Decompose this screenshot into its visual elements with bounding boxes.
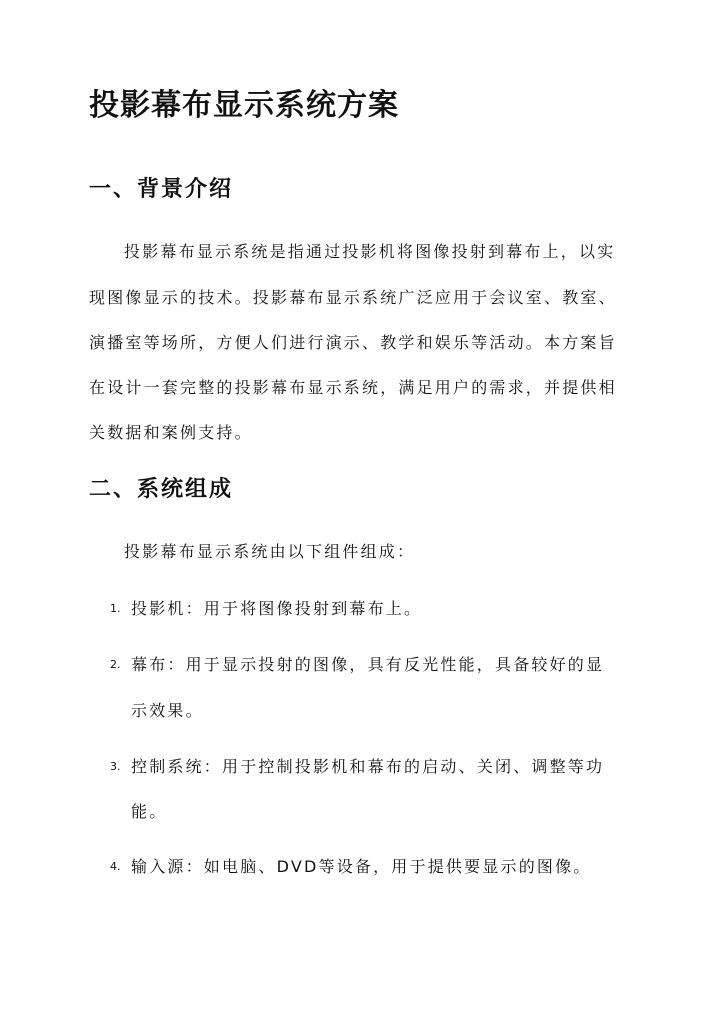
list-item-number: 2. <box>110 658 121 671</box>
section-heading-components: 二、系统组成 <box>89 476 234 502</box>
list-item-text: 幕布：用于显示投射的图像，具有反光性能，具备较好的显 <box>131 655 605 674</box>
list-item-number: 3. <box>110 760 121 773</box>
paragraph-line: 在设计一套完整的投影幕布显示系统，满足用户的需求，并提供相 <box>89 378 617 397</box>
list-item-text-continued: 能。 <box>131 802 168 821</box>
list-item-text-continued: 示效果。 <box>131 701 204 720</box>
section-heading-background: 一、背景介绍 <box>89 176 234 202</box>
list-item-number: 4. <box>110 860 121 873</box>
components-intro: 投影幕布显示系统由以下组件组成： <box>124 542 416 561</box>
document-title: 投影幕布显示系统方案 <box>89 88 399 123</box>
paragraph-line: 演播室等场所，方便人们进行演示、教学和娱乐等活动。本方案旨 <box>89 333 617 352</box>
list-item-text: 投影机：用于将图像投射到幕布上。 <box>131 599 423 618</box>
paragraph-line: 现图像显示的技术。投影幕布显示系统广泛应用于会议室、教室、 <box>89 288 617 307</box>
list-item-text: 控制系统：用于控制投影机和幕布的启动、关闭、调整等功 <box>131 757 605 776</box>
paragraph-line: 关数据和案例支持。 <box>89 423 253 442</box>
list-item-text: 输入源：如电脑、DVD等设备，用于提供要显示的图像。 <box>131 857 592 876</box>
paragraph-line: 投影幕布显示系统是指通过投影机将图像投射到幕布上，以实 <box>124 242 616 261</box>
list-item-number: 1. <box>110 602 121 615</box>
